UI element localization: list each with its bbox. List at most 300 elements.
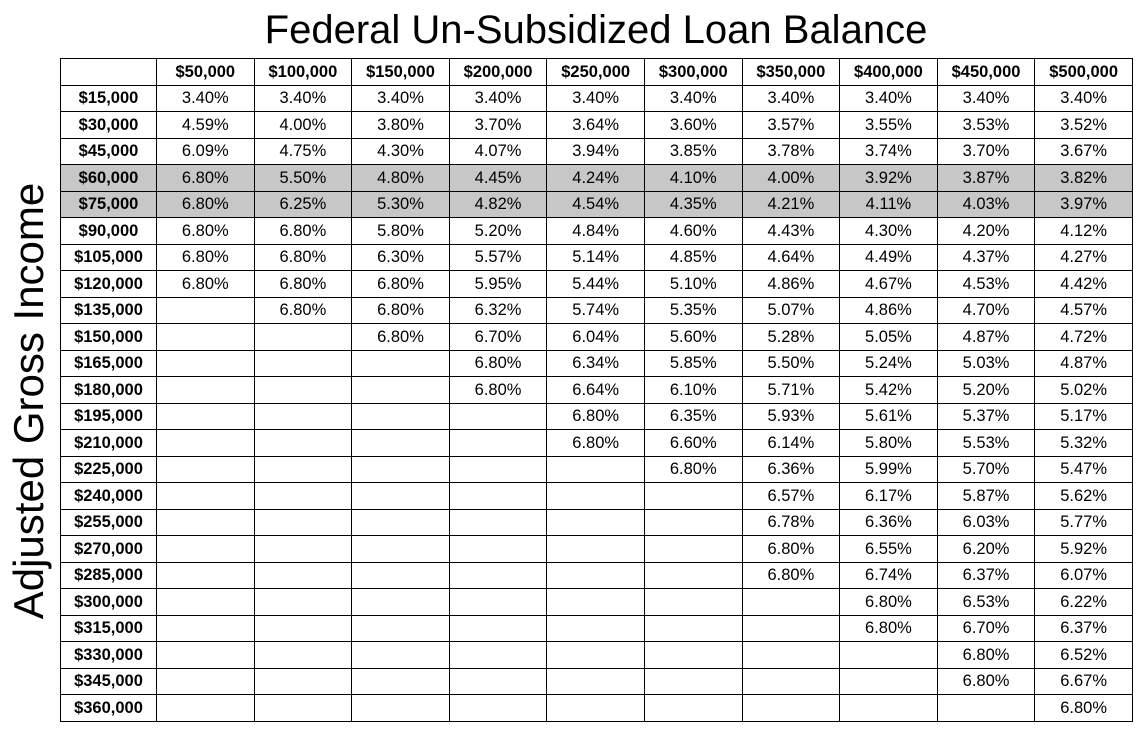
- table-cell: 6.80%: [742, 562, 840, 589]
- table-cell: 3.40%: [157, 85, 255, 112]
- table-cell: 4.80%: [352, 165, 450, 192]
- table-cell: [254, 668, 352, 695]
- table-cell: 3.67%: [1035, 138, 1133, 165]
- table-cell: 5.87%: [937, 483, 1035, 510]
- table-cell: [547, 589, 645, 616]
- table-cell: 4.24%: [547, 165, 645, 192]
- row-header: $165,000: [61, 350, 157, 377]
- table-cell: 6.53%: [937, 589, 1035, 616]
- table-cell: 4.60%: [644, 218, 742, 245]
- table-row: [61, 430, 1133, 457]
- table-cell: 4.49%: [840, 244, 938, 271]
- table-row: [61, 85, 1133, 112]
- row-header: $210,000: [61, 430, 157, 457]
- table-cell: 6.70%: [937, 615, 1035, 642]
- table-row: [61, 695, 1133, 722]
- table-cell: 3.40%: [352, 85, 450, 112]
- table-cell: 3.55%: [840, 112, 938, 139]
- table-cell: [352, 536, 450, 563]
- table-cell: [449, 615, 547, 642]
- table-row: [61, 562, 1133, 589]
- table-cell: 4.27%: [1035, 244, 1133, 271]
- table-cell: 5.07%: [742, 297, 840, 324]
- table-cell: 3.57%: [742, 112, 840, 139]
- table-cell: 6.80%: [449, 350, 547, 377]
- table-row: [61, 456, 1133, 483]
- table-cell: [449, 483, 547, 510]
- column-header: $500,000: [1035, 59, 1133, 86]
- table-cell: 5.85%: [644, 350, 742, 377]
- table-cell: [157, 668, 255, 695]
- row-header: $315,000: [61, 615, 157, 642]
- table-cell: 6.20%: [937, 536, 1035, 563]
- header-row: [61, 59, 1133, 86]
- row-header: $45,000: [61, 138, 157, 165]
- table-cell: 3.40%: [254, 85, 352, 112]
- table-cell: [254, 456, 352, 483]
- table-cell: 3.82%: [1035, 165, 1133, 192]
- row-header: $150,000: [61, 324, 157, 351]
- table-cell: 4.03%: [937, 191, 1035, 218]
- table-row: [61, 297, 1133, 324]
- column-header: $200,000: [449, 59, 547, 86]
- table-cell: 3.85%: [644, 138, 742, 165]
- table-cell: 6.10%: [644, 377, 742, 404]
- row-header: $195,000: [61, 403, 157, 430]
- column-header: $300,000: [644, 59, 742, 86]
- table-cell: [352, 350, 450, 377]
- table-cell: 3.78%: [742, 138, 840, 165]
- table-row: [61, 668, 1133, 695]
- table-cell: 5.42%: [840, 377, 938, 404]
- table-cell: 6.80%: [254, 271, 352, 298]
- table-row: [61, 642, 1133, 669]
- table-cell: 4.87%: [1035, 350, 1133, 377]
- row-header: $120,000: [61, 271, 157, 298]
- table-cell: [840, 695, 938, 722]
- table-cell: 5.57%: [449, 244, 547, 271]
- table-cell: [157, 695, 255, 722]
- table-cell: [742, 668, 840, 695]
- table-cell: 5.95%: [449, 271, 547, 298]
- table-cell: 3.60%: [644, 112, 742, 139]
- table-cell: 6.03%: [937, 509, 1035, 536]
- table-cell: 6.80%: [352, 297, 450, 324]
- table-cell: 6.80%: [157, 191, 255, 218]
- table-cell: 4.10%: [644, 165, 742, 192]
- table-cell: 5.14%: [547, 244, 645, 271]
- table-cell: 4.21%: [742, 191, 840, 218]
- table-row: [61, 483, 1133, 510]
- table-cell: 5.05%: [840, 324, 938, 351]
- table-cell: 6.37%: [937, 562, 1035, 589]
- table-cell: 5.77%: [1035, 509, 1133, 536]
- table-cell: 6.55%: [840, 536, 938, 563]
- row-header: $15,000: [61, 85, 157, 112]
- table-row: [61, 589, 1133, 616]
- table-cell: 6.80%: [254, 218, 352, 245]
- table-cell: 3.40%: [644, 85, 742, 112]
- table-cell: 5.80%: [352, 218, 450, 245]
- table-cell: 4.67%: [840, 271, 938, 298]
- table-cell: 6.80%: [937, 642, 1035, 669]
- table-cell: 6.80%: [254, 244, 352, 271]
- table-cell: 6.80%: [157, 218, 255, 245]
- table-cell: 5.17%: [1035, 403, 1133, 430]
- table-cell: [157, 456, 255, 483]
- table-cell: [254, 615, 352, 642]
- table-cell: [547, 536, 645, 563]
- table-cell: 4.12%: [1035, 218, 1133, 245]
- table-cell: [254, 377, 352, 404]
- table-cell: 6.04%: [547, 324, 645, 351]
- table-cell: 6.07%: [1035, 562, 1133, 589]
- table-cell: [157, 350, 255, 377]
- table-cell: 3.70%: [937, 138, 1035, 165]
- table-cell: [449, 589, 547, 616]
- table-cell: [644, 562, 742, 589]
- table-cell: [644, 668, 742, 695]
- column-header: $350,000: [742, 59, 840, 86]
- table-cell: 6.57%: [742, 483, 840, 510]
- table-cell: [644, 695, 742, 722]
- table-cell: [254, 430, 352, 457]
- row-header: $225,000: [61, 456, 157, 483]
- table-cell: 6.22%: [1035, 589, 1133, 616]
- table-cell: [547, 668, 645, 695]
- table-row: [61, 350, 1133, 377]
- table-cell: [449, 456, 547, 483]
- table-cell: [352, 589, 450, 616]
- table-cell: 5.71%: [742, 377, 840, 404]
- table-cell: 6.80%: [547, 403, 645, 430]
- column-header: $150,000: [352, 59, 450, 86]
- table-cell: [449, 509, 547, 536]
- table-cell: 5.32%: [1035, 430, 1133, 457]
- table-cell: 4.86%: [840, 297, 938, 324]
- table-cell: 5.03%: [937, 350, 1035, 377]
- table-cell: [157, 615, 255, 642]
- table-cell: 4.72%: [1035, 324, 1133, 351]
- table-cell: [644, 615, 742, 642]
- table-cell: [352, 456, 450, 483]
- table-cell: 6.80%: [157, 271, 255, 298]
- table-cell: 5.02%: [1035, 377, 1133, 404]
- table-cell: [157, 297, 255, 324]
- row-header: $60,000: [61, 165, 157, 192]
- table-cell: 4.43%: [742, 218, 840, 245]
- table-cell: 4.30%: [352, 138, 450, 165]
- table-cell: 5.74%: [547, 297, 645, 324]
- table-cell: [644, 483, 742, 510]
- row-header: $270,000: [61, 536, 157, 563]
- table-cell: 3.80%: [352, 112, 450, 139]
- table-cell: [644, 536, 742, 563]
- table-cell: 6.67%: [1035, 668, 1133, 695]
- table-cell: 6.80%: [1035, 695, 1133, 722]
- table-cell: 3.52%: [1035, 112, 1133, 139]
- table-cell: 4.75%: [254, 138, 352, 165]
- table-cell: 5.44%: [547, 271, 645, 298]
- table-cell: 6.78%: [742, 509, 840, 536]
- table-cell: [644, 642, 742, 669]
- table-cell: 5.50%: [254, 165, 352, 192]
- table-cell: 3.87%: [937, 165, 1035, 192]
- row-header: $135,000: [61, 297, 157, 324]
- table-cell: [547, 642, 645, 669]
- table-cell: [352, 403, 450, 430]
- table-row: [61, 271, 1133, 298]
- table-cell: 4.86%: [742, 271, 840, 298]
- table-cell: 5.60%: [644, 324, 742, 351]
- table-cell: [352, 562, 450, 589]
- table-cell: 4.87%: [937, 324, 1035, 351]
- table-cell: [157, 430, 255, 457]
- table-row: [61, 509, 1133, 536]
- table-cell: 5.70%: [937, 456, 1035, 483]
- table-row-highlighted: [61, 165, 1133, 192]
- table-cell: 6.34%: [547, 350, 645, 377]
- table-cell: 6.35%: [644, 403, 742, 430]
- table-cell: 6.80%: [742, 536, 840, 563]
- table-cell: 6.37%: [1035, 615, 1133, 642]
- table-cell: [547, 483, 645, 510]
- rate-table: [60, 58, 1133, 722]
- row-header: $75,000: [61, 191, 157, 218]
- table-cell: [840, 642, 938, 669]
- table-cell: 4.42%: [1035, 271, 1133, 298]
- table-cell: 5.50%: [742, 350, 840, 377]
- table-cell: 4.00%: [742, 165, 840, 192]
- table-cell: 3.40%: [449, 85, 547, 112]
- table-cell: [254, 695, 352, 722]
- table-body: [61, 85, 1133, 721]
- table-row-highlighted: [61, 191, 1133, 218]
- table-cell: 4.84%: [547, 218, 645, 245]
- table-cell: [449, 642, 547, 669]
- table-cell: 4.64%: [742, 244, 840, 271]
- row-header: $345,000: [61, 668, 157, 695]
- table-cell: 6.80%: [352, 271, 450, 298]
- table-cell: 4.35%: [644, 191, 742, 218]
- table-row: [61, 112, 1133, 139]
- table-cell: [644, 509, 742, 536]
- row-header: $255,000: [61, 509, 157, 536]
- table-cell: [352, 430, 450, 457]
- table-row: [61, 324, 1133, 351]
- row-header: $300,000: [61, 589, 157, 616]
- row-header: $330,000: [61, 642, 157, 669]
- table-cell: 5.47%: [1035, 456, 1133, 483]
- table-cell: 5.28%: [742, 324, 840, 351]
- table-cell: [157, 403, 255, 430]
- table-cell: [254, 403, 352, 430]
- table-row: [61, 403, 1133, 430]
- table-cell: 6.36%: [840, 509, 938, 536]
- table-cell: 6.74%: [840, 562, 938, 589]
- table-cell: 4.30%: [840, 218, 938, 245]
- table-cell: [352, 695, 450, 722]
- table-cell: 6.80%: [352, 324, 450, 351]
- table-cell: 6.64%: [547, 377, 645, 404]
- table-cell: 5.35%: [644, 297, 742, 324]
- table-cell: 6.60%: [644, 430, 742, 457]
- table-row: [61, 138, 1133, 165]
- table-row: [61, 377, 1133, 404]
- table-row: [61, 244, 1133, 271]
- table-cell: [937, 695, 1035, 722]
- table-cell: 6.80%: [157, 244, 255, 271]
- table-cell: 3.40%: [937, 85, 1035, 112]
- table-cell: [742, 642, 840, 669]
- table-cell: [742, 615, 840, 642]
- table-cell: 6.52%: [1035, 642, 1133, 669]
- table-cell: 5.93%: [742, 403, 840, 430]
- table-cell: 6.70%: [449, 324, 547, 351]
- table-cell: 5.30%: [352, 191, 450, 218]
- table-cell: 5.80%: [840, 430, 938, 457]
- column-header: $400,000: [840, 59, 938, 86]
- table-cell: 4.70%: [937, 297, 1035, 324]
- table-cell: [352, 509, 450, 536]
- table-cell: [449, 668, 547, 695]
- table-cell: 4.11%: [840, 191, 938, 218]
- table-cell: 5.99%: [840, 456, 938, 483]
- table-cell: [742, 589, 840, 616]
- table-cell: [644, 589, 742, 616]
- table-cell: 3.74%: [840, 138, 938, 165]
- table-cell: 3.40%: [742, 85, 840, 112]
- table-cell: 4.82%: [449, 191, 547, 218]
- table-cell: 6.80%: [840, 589, 938, 616]
- table-cell: 5.61%: [840, 403, 938, 430]
- table-cell: 5.20%: [449, 218, 547, 245]
- row-header: $360,000: [61, 695, 157, 722]
- table-cell: 6.80%: [254, 297, 352, 324]
- row-header: $105,000: [61, 244, 157, 271]
- table-row: [61, 536, 1133, 563]
- table-cell: 3.40%: [547, 85, 645, 112]
- row-header: $30,000: [61, 112, 157, 139]
- column-header: $50,000: [157, 59, 255, 86]
- table-cell: 4.00%: [254, 112, 352, 139]
- y-axis-label-area: [0, 58, 58, 744]
- table-cell: 6.80%: [644, 456, 742, 483]
- chart-title: Federal Un-Subsidized Loan Balance: [264, 8, 928, 52]
- table-cell: 5.20%: [937, 377, 1035, 404]
- column-header: $450,000: [937, 59, 1035, 86]
- table-cell: 3.40%: [840, 85, 938, 112]
- table-cell: 4.57%: [1035, 297, 1133, 324]
- table-cell: 3.97%: [1035, 191, 1133, 218]
- table-cell: [254, 483, 352, 510]
- table-cell: 3.64%: [547, 112, 645, 139]
- table-cell: [547, 509, 645, 536]
- table-cell: [547, 562, 645, 589]
- table-cell: [157, 377, 255, 404]
- table-cell: 4.37%: [937, 244, 1035, 271]
- table-cell: [254, 562, 352, 589]
- table-cell: 6.30%: [352, 244, 450, 271]
- table-cell: 4.20%: [937, 218, 1035, 245]
- table-cell: 5.10%: [644, 271, 742, 298]
- row-header: $180,000: [61, 377, 157, 404]
- table-cell: [449, 562, 547, 589]
- row-header: $90,000: [61, 218, 157, 245]
- table-cell: 4.53%: [937, 271, 1035, 298]
- table-cell: 3.40%: [1035, 85, 1133, 112]
- table-cell: [547, 695, 645, 722]
- table-cell: [840, 668, 938, 695]
- table-cell: [157, 642, 255, 669]
- table-cell: 6.14%: [742, 430, 840, 457]
- table-cell: [254, 350, 352, 377]
- table-cell: [157, 483, 255, 510]
- table-cell: 4.59%: [157, 112, 255, 139]
- table-cell: 6.25%: [254, 191, 352, 218]
- table-cell: [352, 377, 450, 404]
- table-cell: 5.92%: [1035, 536, 1133, 563]
- table-cell: 5.37%: [937, 403, 1035, 430]
- table-row: [61, 615, 1133, 642]
- table-cell: 6.80%: [547, 430, 645, 457]
- table-cell: [449, 536, 547, 563]
- column-header: $250,000: [547, 59, 645, 86]
- table-cell: [157, 589, 255, 616]
- table-cell: 5.53%: [937, 430, 1035, 457]
- table-cell: 6.17%: [840, 483, 938, 510]
- table-cell: [254, 324, 352, 351]
- table-cell: 3.70%: [449, 112, 547, 139]
- table-cell: 4.45%: [449, 165, 547, 192]
- table-cell: [157, 562, 255, 589]
- table-cell: 6.80%: [937, 668, 1035, 695]
- table-cell: [449, 430, 547, 457]
- row-header: $240,000: [61, 483, 157, 510]
- table-cell: 6.80%: [449, 377, 547, 404]
- table-row: [61, 218, 1133, 245]
- table-cell: 3.92%: [840, 165, 938, 192]
- table-cell: [742, 695, 840, 722]
- table-cell: 6.32%: [449, 297, 547, 324]
- table-cell: [547, 456, 645, 483]
- table-cell: [157, 509, 255, 536]
- table-cell: [254, 509, 352, 536]
- table-cell: [449, 403, 547, 430]
- corner-cell: [61, 59, 157, 86]
- table-cell: 5.24%: [840, 350, 938, 377]
- table-cell: 4.85%: [644, 244, 742, 271]
- y-axis-label: Adjusted Gross Income: [5, 182, 52, 620]
- table-cell: 5.62%: [1035, 483, 1133, 510]
- table-cell: [352, 483, 450, 510]
- table-cell: 4.54%: [547, 191, 645, 218]
- table-cell: [352, 642, 450, 669]
- table-cell: [352, 615, 450, 642]
- table-cell: 6.80%: [840, 615, 938, 642]
- table-cell: [449, 695, 547, 722]
- table-cell: [157, 536, 255, 563]
- table-cell: 3.94%: [547, 138, 645, 165]
- table-cell: [254, 642, 352, 669]
- table-cell: 4.07%: [449, 138, 547, 165]
- table-cell: [157, 324, 255, 351]
- table-cell: [352, 668, 450, 695]
- table-cell: 3.53%: [937, 112, 1035, 139]
- table-cell: [547, 615, 645, 642]
- table-cell: 6.36%: [742, 456, 840, 483]
- table-cell: 6.09%: [157, 138, 255, 165]
